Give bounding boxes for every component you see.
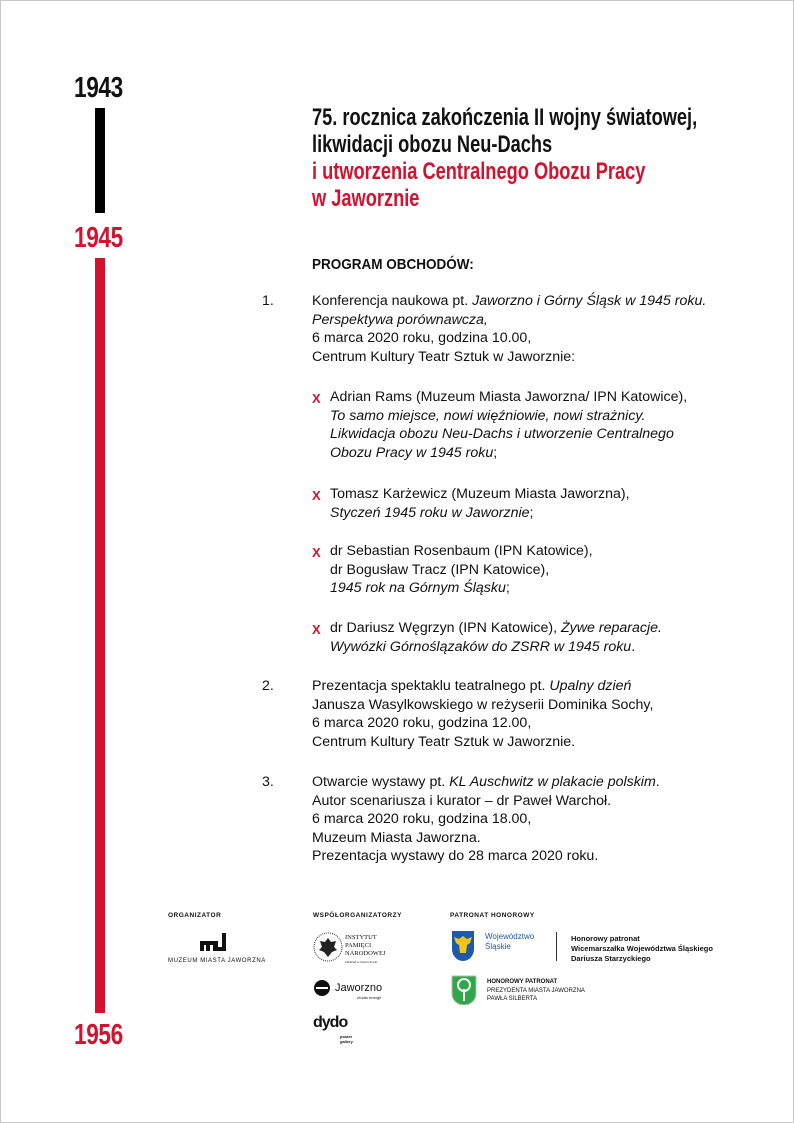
title-line: likwidacji obozu Neu-Dachs — [312, 131, 553, 158]
text: . — [655, 774, 660, 790]
program-heading: PROGRAM OBCHODÓW: — [312, 256, 474, 273]
text: 1945 rok na Górnym Śląsku — [330, 580, 506, 596]
text: Prezentacja wystawy do 28 marca 2020 roku. — [312, 848, 599, 864]
text: INSTYTUT — [345, 934, 377, 941]
title-line: 75. rocznica zakończenia II wojny światowej, — [312, 104, 698, 131]
text: Jaworzno i Górny Śląsk w 1945 roku. — [472, 293, 707, 309]
text: Muzeum Miasta Jaworzna. — [312, 829, 481, 846]
program-item-3 — [312, 773, 660, 866]
text: Adrian Rams (Muzeum Miasta Jaworzna/ IPN Katowice), — [330, 389, 688, 405]
text: Śląskie — [485, 942, 511, 951]
text: Perspektywa porównawcza, — [312, 311, 488, 328]
text: Janusza Wasylkowskiego w reżyserii Dominika Sochy, — [312, 696, 654, 713]
bullet-x-icon: X — [312, 488, 321, 503]
bullet-x-icon: X — [312, 391, 321, 406]
bullet-item — [330, 388, 687, 462]
text: 6 marca 2020 roku, godzina 10.00, — [312, 330, 532, 346]
text: . — [631, 638, 636, 655]
text: Konferencja naukowa pt. — [312, 293, 473, 309]
jaworzno-tagline: źródło energii — [357, 995, 382, 1000]
text: Żywe reparacje. — [561, 620, 662, 636]
patron-2 — [487, 978, 585, 1004]
text: Otwarcie wystawy pt. — [312, 774, 450, 790]
text: Wicemarszałka Województwa Śląskiego — [571, 944, 713, 953]
program-item-1 — [312, 292, 706, 366]
year-1956: 1956 — [74, 1019, 123, 1051]
text: HONOROWY PATRONAT — [487, 979, 558, 985]
timeline-bar-black — [95, 108, 105, 213]
patronage-label: PATRONAT HONOROWY — [450, 912, 535, 919]
text: Honorowy patronat — [571, 934, 640, 943]
coorganizers-label: WSPÓŁORGANIZATORZY — [313, 912, 402, 919]
text: dr Dariusz Węgrzyn (IPN Katowice), — [330, 620, 561, 636]
divider — [556, 932, 557, 961]
patron-1 — [571, 934, 713, 964]
organizer-label: ORGANIZATOR — [168, 912, 222, 919]
program-item-2 — [312, 677, 653, 751]
item-number: 3. — [262, 774, 274, 790]
page-title — [312, 104, 697, 212]
text: Likwidacja obozu Neu-Dachs i utworzenie Centralnego — [330, 426, 674, 442]
text: Województwo — [485, 932, 535, 941]
museum-logo-icon — [198, 931, 232, 958]
year-1943: 1943 — [74, 72, 123, 104]
silesia-coat-of-arms-icon — [451, 930, 475, 967]
organizer-name: MUZEUM MIASTA JAWORZNA — [168, 958, 266, 964]
text: 6 marca 2020 roku, godzina 12.00, — [312, 715, 532, 731]
title-line: i utworzenia Centralnego Obozu Pracy — [312, 158, 646, 185]
title-line: w Jaworznie — [312, 185, 420, 212]
text: dr Sebastian Rosenbaum (IPN Katowice), — [330, 543, 593, 559]
text: ; — [493, 444, 498, 461]
text: Obozu Pracy w 1945 roku — [330, 444, 494, 461]
text: KL Auschwitz w plakacie polskim — [449, 774, 656, 790]
text: Autor scenariusza i kurator – dr Paweł Warchoł. — [312, 792, 612, 809]
text: To samo miejsce, nowi więźniowie, nowi strażnicy. — [330, 407, 646, 424]
text: PAMIĘCI — [345, 942, 372, 949]
text: Oddział w Katowicach — [345, 960, 378, 964]
text: ; — [529, 504, 534, 521]
jaworzno-name: Jaworzno — [335, 982, 383, 994]
voivodeship-name — [485, 932, 534, 952]
jaworzno-coat-of-arms-icon — [451, 975, 477, 1010]
bullet-item — [330, 485, 630, 522]
bullet-item — [330, 542, 593, 598]
text: 6 marca 2020 roku, godzina 18.00, — [312, 811, 532, 827]
ipn-name — [345, 934, 385, 966]
jaworzno-logo-icon — [313, 978, 331, 1003]
text: NARODOWEJ — [345, 950, 386, 957]
timeline-bar-red — [95, 258, 105, 1013]
bullet-x-icon: X — [312, 622, 321, 637]
text: Upalny dzień — [549, 678, 632, 694]
dydo-tagline: poster gallery — [340, 1034, 353, 1044]
bullet-x-icon: X — [312, 545, 321, 560]
text: Prezentacja spektaklu teatralnego pt. — [312, 678, 550, 694]
text: Centrum Kultury Teatr Sztuk w Jaworznie. — [312, 733, 576, 750]
bullet-item — [330, 619, 662, 656]
dydo-logo: dydo — [313, 1014, 348, 1031]
item-number: 2. — [262, 678, 274, 694]
text: PAWŁA SILBERTA — [487, 996, 538, 1002]
item-number: 1. — [262, 293, 274, 309]
text: Wywózki Górnoślązaków do ZSRR w 1945 roku — [330, 638, 632, 655]
year-1945: 1945 — [74, 222, 123, 254]
text: Dariusza Starzyckiego — [571, 954, 651, 963]
ipn-emblem-icon — [313, 932, 343, 967]
text: Styczeń 1945 roku w Jaworznie — [330, 504, 530, 521]
text: Tomasz Karżewicz (Muzeum Miasta Jaworzna), — [330, 486, 630, 502]
text: dr Bogusław Tracz (IPN Katowice), — [330, 561, 550, 578]
text: PREZYDENTA MIASTA JAWORZNA — [487, 987, 585, 994]
text: Centrum Kultury Teatr Sztuk w Jaworznie: — [312, 348, 576, 365]
text: ; — [505, 580, 510, 596]
